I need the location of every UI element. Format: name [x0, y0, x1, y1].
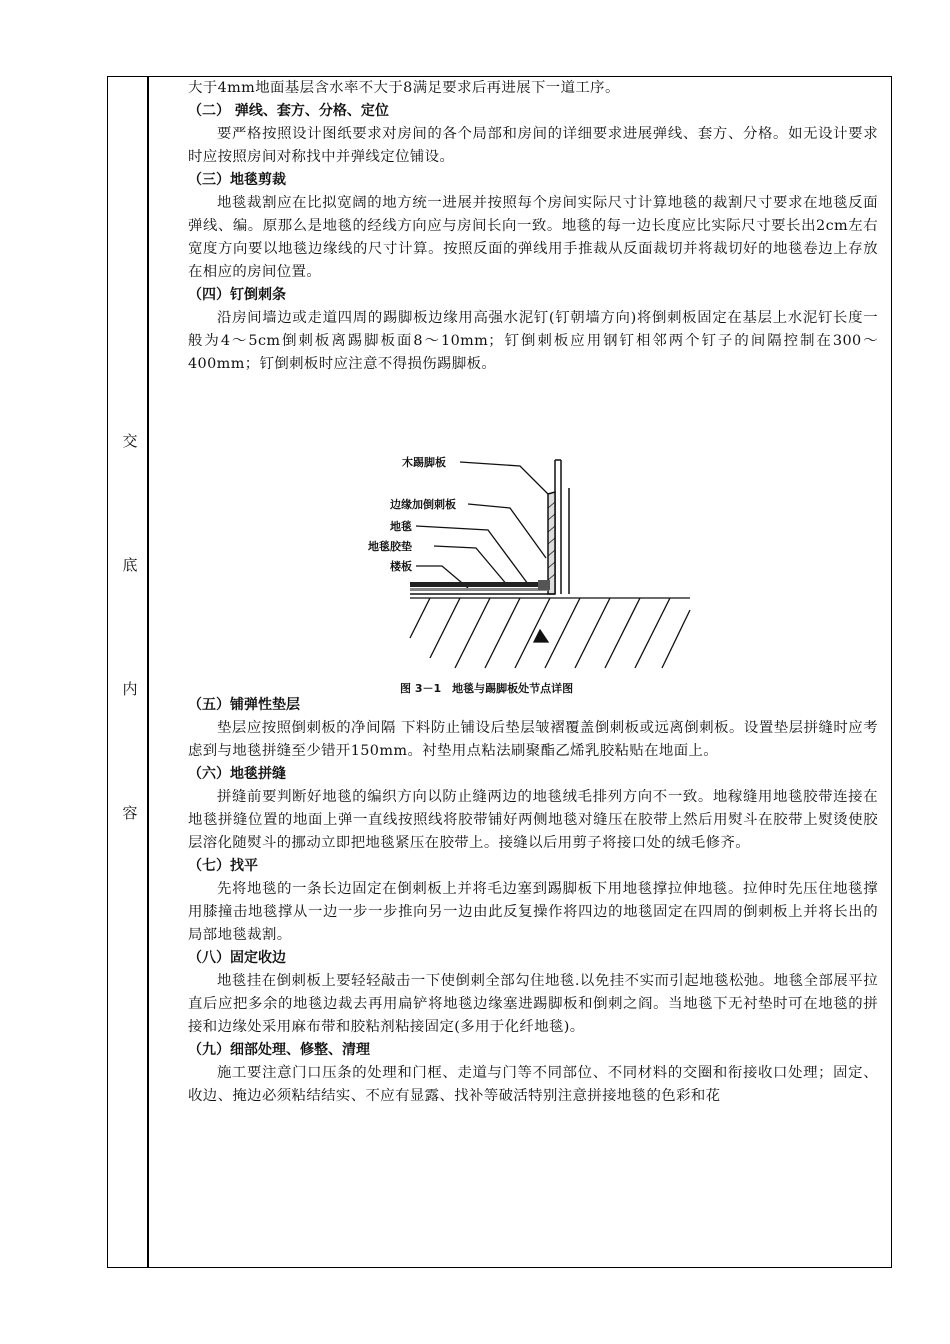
- side-label-char: 内: [122, 680, 138, 698]
- section-heading: （四）钉倒刺条: [188, 287, 286, 303]
- section-paragraph: 地毯挂在倒刺板上要轻轻敲击一下使倒刺全部勾住地毯.以免挂不实而引起地毯松弛。地毯全部展平拉直后应把多余的地毯边裁去再用扁铲将地毯边缘塞进踢脚板和倒刺之阎。当地毯下无衬垫时可在地毯的拼接和边缘处采用麻布带和胶粘剂粘接固定(多用于化纤地毯)。: [188, 973, 878, 1035]
- label-slab: 楼板: [390, 560, 412, 573]
- section-heading: （二） 弹线、套方、分格、定位: [188, 103, 389, 119]
- section-3: [188, 169, 878, 284]
- section-heading: （六）地毯拼缝: [188, 766, 286, 782]
- section-4: [188, 284, 878, 376]
- section-9: [188, 1039, 878, 1108]
- baseboard-wall: [548, 460, 569, 594]
- section-paragraph: 拼缝前要判断好地毯的编织方向以防止缝两边的地毯绒毛排列方向不一致。地稼缝用地毯胶带连接在地毯拼缝位置的地面上弹一直线按照线将胶带铺好两侧地毯对缝压在胶带上然后用熨斗在胶带上熨烫使胶层溶化随熨斗的挪动立即把地毯紧压在胶带上。接缝以后用剪子将接口处的绒毛修齐。: [188, 789, 878, 851]
- leader-lines: [416, 462, 548, 588]
- section-8: [188, 947, 878, 1039]
- side-label-char: 底: [122, 556, 138, 574]
- side-label-char: 交: [122, 432, 138, 450]
- section-heading: （七）找平: [188, 858, 258, 874]
- section-heading: （五）铺弹性垫层: [188, 697, 300, 713]
- side-label-char: 容: [122, 804, 138, 822]
- detail-drawing: [350, 448, 700, 718]
- section-6: [188, 763, 878, 855]
- carpet-layers: [410, 580, 555, 594]
- section-paragraph: 沿房间墙边或走道四周的踢脚板边缘用高强水泥钉(钉朝墙方向)将倒刺板固定在基层上水泥钉长度一般为4～5cm倒刺板离踢脚板面8～10mm；钉倒刺板应用钢钉相邻两个钉子的间隔控制在300～400mm；钉倒刺板时应注意不得损伤踢脚板。: [188, 310, 878, 372]
- section-2: [188, 100, 878, 169]
- label-underlay: 地毯胶垫: [368, 540, 412, 553]
- label-carpet: 地毯: [390, 520, 412, 533]
- section-heading: （三）地毯剪裁: [188, 172, 286, 188]
- section-paragraph: 施工要注意门口压条的处理和门框、走道与门等不同部位、不同材料的交圈和衔接收口处理；固定、收边、掩边必须粘结结实、不应有显露、找补等破活特别注意拼接地毯的色彩和花: [188, 1065, 878, 1104]
- label-baseboard: 木踢脚板: [402, 456, 446, 469]
- section-heading: （八）固定收边: [188, 950, 286, 966]
- section-paragraph: 先将地毯的一条长边固定在倒刺板上并将毛边塞到踢脚板下用地毯撑拉伸地毯。拉伸时先压住地毯撑用膝撞击地毯撑从一边一步一步推向另一边由此反复操作将四边的地毯固定在四周的倒刺板上并将长出的局部地毯裁割。: [188, 881, 878, 943]
- floor-slab: [410, 598, 690, 668]
- section-paragraph: 垫层应按照倒刺板的净间隔 下料防止铺设后垫层皱褶覆盖倒刺板或远离倒刺板。设置垫层拼缝时应考虑到与地毯拼缝至少错开150mm。衬垫用点粘法刷聚酯乙烯乳胶粘贴在地面上。: [188, 720, 878, 759]
- column-divider: [147, 76, 149, 1268]
- section-paragraph: 要严格按照设计图纸要求对房间的各个局部和房间的详细要求进展弹线、套方、分格。如无设计要求时应按照房间对称找中并弹线定位铺设。: [188, 126, 878, 165]
- section-7: [188, 855, 878, 947]
- carpet-baseboard-detail-figure: [350, 448, 700, 718]
- tack-strip: [538, 580, 550, 590]
- label-edge-strip: 边缘加倒刺板: [390, 498, 456, 511]
- section-heading: （九）细部处理、修整、清理: [188, 1042, 370, 1058]
- figure-caption: 图 3－1 地毯与踢脚板处节点详图: [400, 682, 574, 695]
- section-paragraph: 地毯裁割应在比拟宽阔的地方统一进展并按照每个房间实际尺寸计算地毯的裁割尺寸要求在地毯反面弹线、编。原那么是地毯的经线方向应与房间长向一致。地毯的每一边长度应比实际尺寸要长出2cm左右宽度方向要以地毯边缘线的尺寸计算。按照反面的弹线用手推裁从反面裁切并将裁切好的地毯卷边上存放在相应的房间位置。: [188, 195, 878, 280]
- intro-line: 大于4mm地面基层含水率不大于8满足要求后再进展下一道工序。: [188, 80, 620, 96]
